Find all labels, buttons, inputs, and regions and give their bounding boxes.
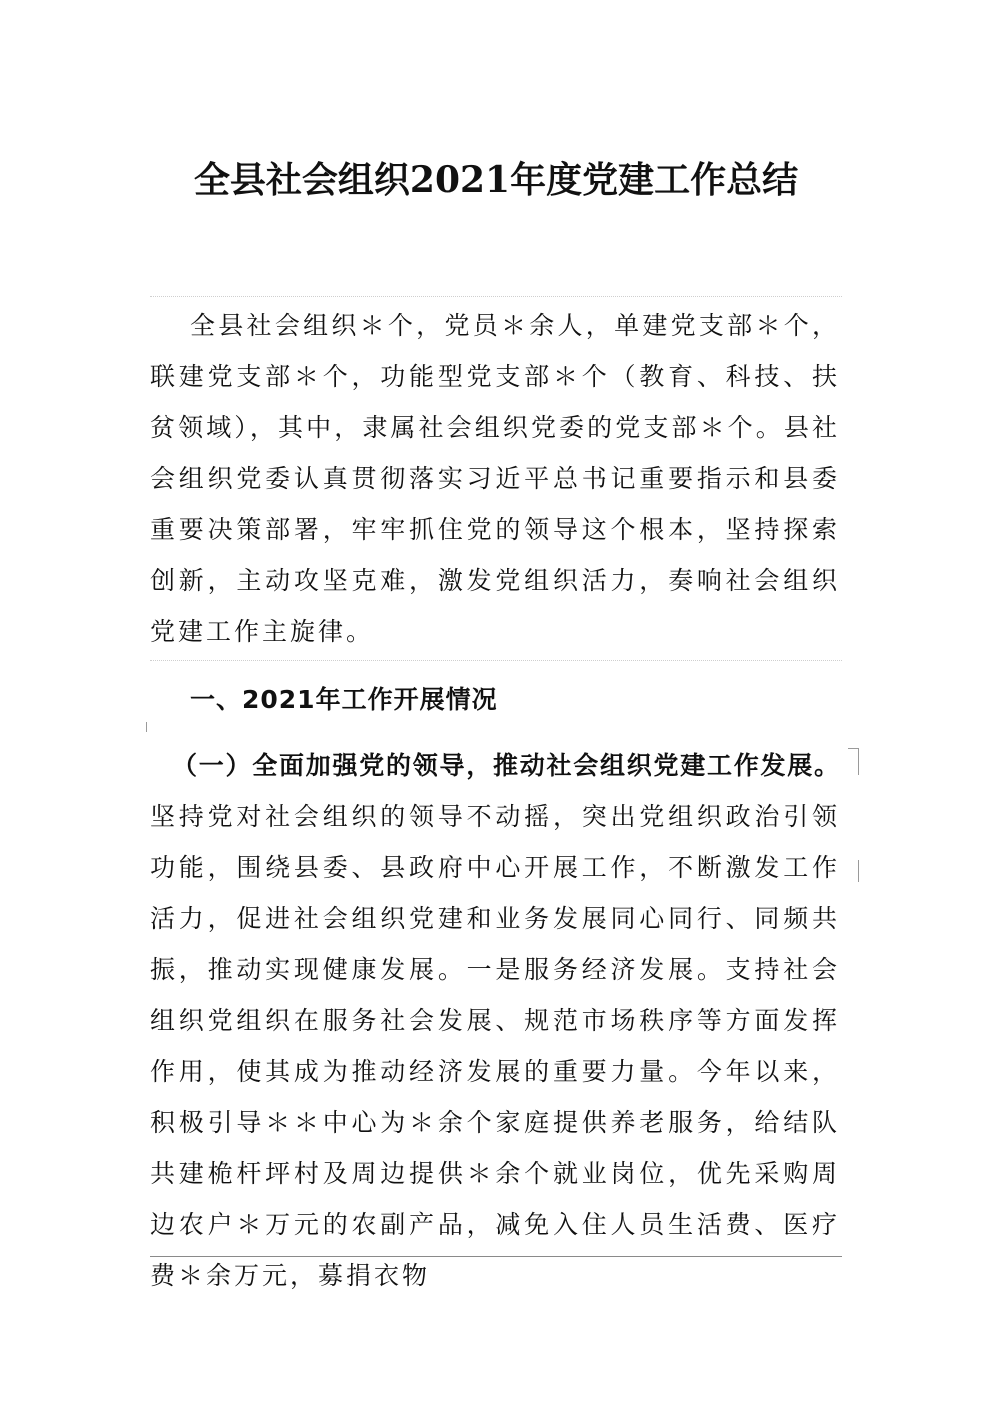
- top-divider: [150, 296, 842, 297]
- bottom-divider: [150, 1256, 842, 1257]
- subsection-heading: （一）全面加强党的领导，推动社会组织党建工作发展。: [172, 751, 840, 780]
- section-heading: 一、2021年工作开展情况: [190, 685, 498, 714]
- corner-mark-right-lower: [848, 860, 859, 882]
- corner-mark-left: [146, 722, 157, 732]
- intro-paragraph: 全县社会组织＊个，党员＊余人，单建党支部＊个，联建党支部＊个，功能型党支部＊个（教育、科技、扶贫领域），其中，隶属社会组织党委的党支部＊个。县社会组织党委认真贯彻落实习近平总书记重要指示和县委重要决策部署，牢牢抓住党的领导这个根本，坚持探索创新，主动攻坚克难，激发党组织活力，奏响社会组织党建工作主旋律。: [150, 311, 840, 646]
- corner-mark-right: [848, 748, 859, 775]
- subsection-body: 坚持党对社会组织的领导不动摇，突出党组织政治引领功能，围绕县委、县政府中心开展工作，不断激发工作活力，促进社会组织党建和业务发展同心同行、同频共振，推动实现健康发展。一是服务经济发展。支持社会组织党组织在服务社会发展、规范市场秩序等方面发挥作用，使其成为推动经济发展的重要力量。今年以来，积极引导＊＊中心为＊余个家庭提供养老服务，给结队共建桅杆坪村及周边提供＊余个就业岗位，优先采购周边农户＊万元的农副产品，减免入住人员生活费、医疗费＊余万元，募捐衣物: [150, 802, 840, 1290]
- subsection-paragraph: [150, 740, 840, 1301]
- document-title: 全县社会组织2021年度党建工作总结: [193, 159, 799, 201]
- middle-divider: [150, 660, 842, 661]
